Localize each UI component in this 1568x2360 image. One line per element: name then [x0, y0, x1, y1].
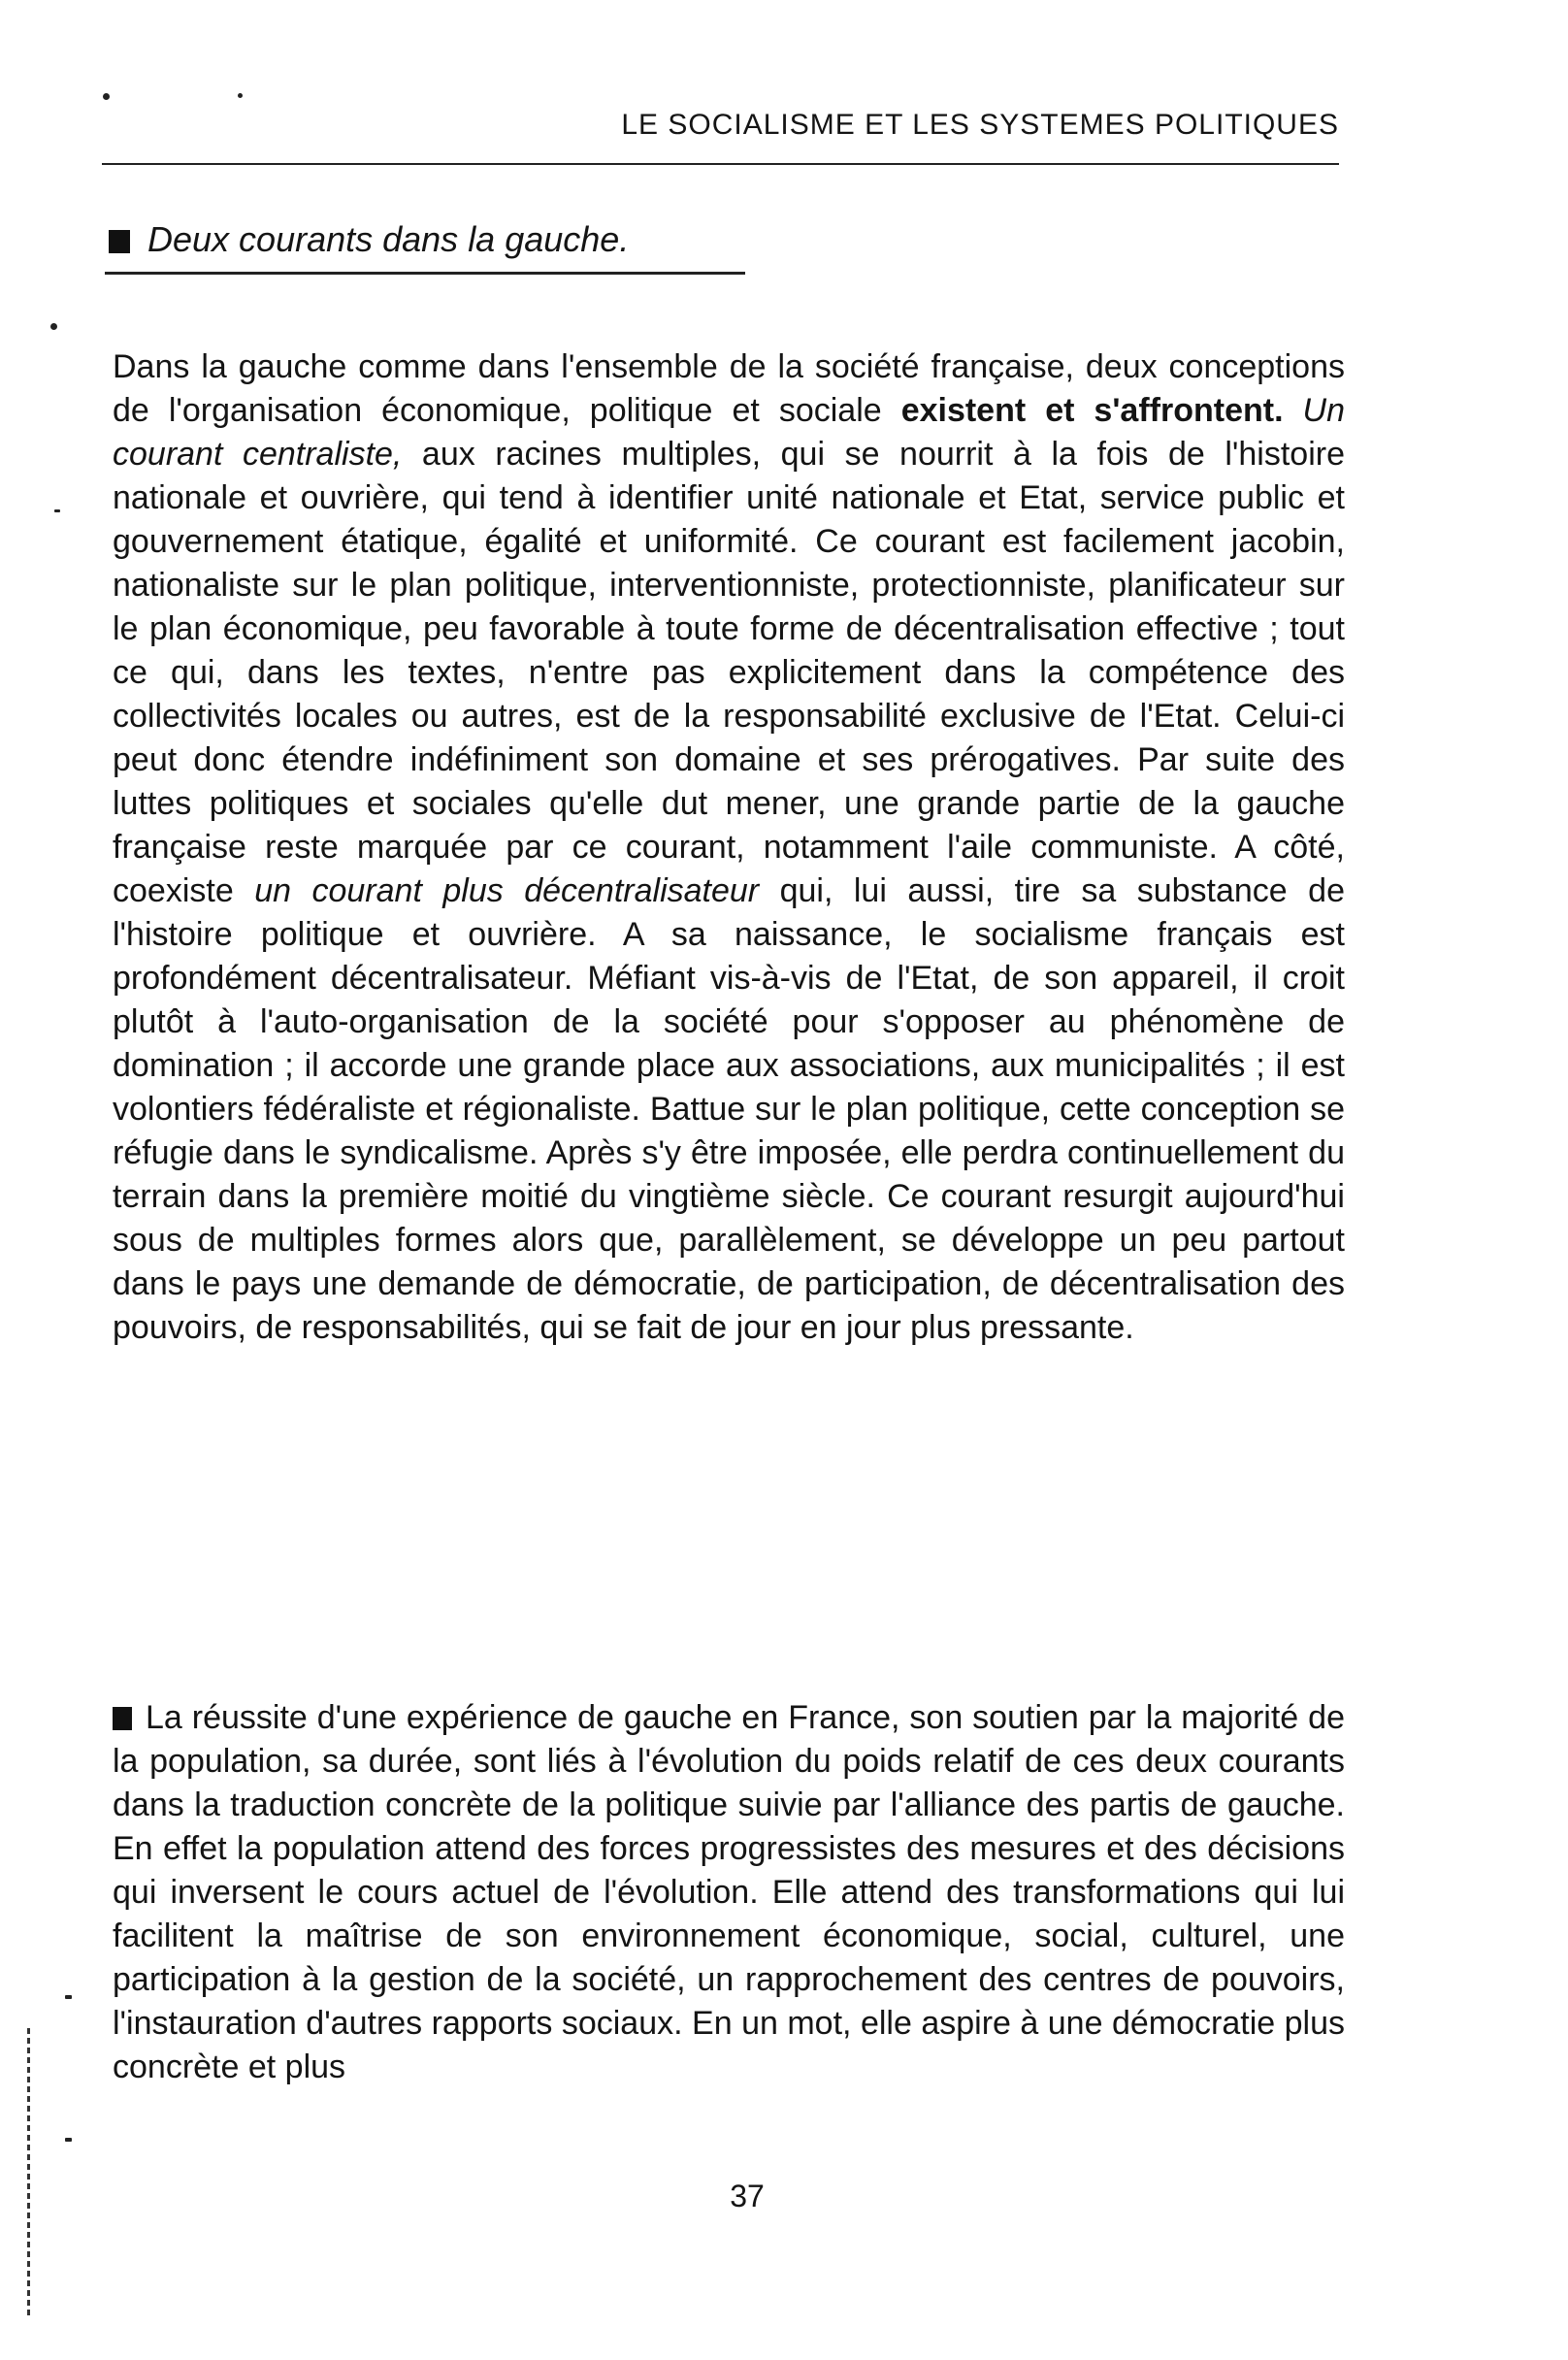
- margin-speck: [54, 509, 60, 512]
- running-header: LE SOCIALISME ET LES SYSTEMES POLITIQUES: [621, 109, 1339, 141]
- paragraph-1-italic-centraliste: Un courant centraliste,: [113, 392, 1345, 473]
- paragraph-1-text-b: [1284, 392, 1303, 429]
- binding-mark: [27, 2028, 30, 2319]
- paragraph-2: [113, 1696, 1345, 2089]
- paragraph-2-text: La réussite d'une expérience de gauche en France, son soutien par la majorité de la population, sa durée, sont liés à l'évolution du poids relatif de ces deux courants dans la traduction concrète de la politique suivie par l'alliance des partis de gauche. En effet la population attend des forces progressistes des mesures et des décisions qui inversent le cours actuel de l'évolution. Elle attend des transformations qui lui facilitent la maîtrise de son environnement économique, social, culturel, une participation à la gestion de la société, un rapprochement des centres de pouvoirs, l'instauration d'autres rapports sociaux. En un mot, elle aspire à une démocratie plus concrète et plus: [113, 1699, 1345, 2085]
- margin-speck: [103, 93, 110, 100]
- paragraph-1: [113, 345, 1345, 1350]
- square-bullet-icon: [109, 230, 130, 253]
- paragraph-1-text-c: aux racines multiples, qui se nourrit à la fois de l'histoire nationale et ouvrière, qui tend à identifier unité nationale et Etat, service public et gouvernement étatique, égalité et uniformité. Ce courant est facilement jacobin, nationaliste sur le plan politique, interventionniste, protectionniste, planificateur sur le plan économique, peu favorable à toute forme de décentralisation effective ; tout ce qui, dans les textes, n'entre pas explicitement dans la compétence des collectivités locales ou autres, est de la responsabilité exclusive de l'Etat. Celui-ci peut donc étendre indéfiniment son domaine et ses prérogatives. Par suite des luttes politiques et sociales qu'elle dut mener, une grande partie de la gauche française reste marquée par ce courant, notamment l'aile communiste. A côté, coexiste: [113, 436, 1345, 909]
- paragraph-1-text-d: qui, lui aussi, tire sa substance de l'histoire politique et ouvrière. A sa naissance, le socialisme français est profondément décentralisateur. Méfiant vis-à-vis de l'Etat, de son appareil, il croit plutôt à l'auto-organisation de la société pour s'opposer au phénomène de domination ; il accorde une grande place aux associations, aux municipalités ; il est volontiers fédéraliste et régionaliste. Battue sur le plan politique, cette conception se réfugie dans le syndicalisme. Après s'y être imposée, elle perdra continuellement du terrain dans la première moitié du vingtième siècle. Ce courant resurgit aujourd'hui sous de multiples formes alors que, parallèlement, se développe un peu partout dans le pays une demande de démocratie, de participation, de décentralisation des pouvoirs, de responsabilités, qui se fait de jour en jour plus pressante.: [113, 872, 1345, 1346]
- section-heading: [109, 219, 629, 260]
- heading-rule: [105, 272, 745, 275]
- header-rule: [102, 163, 1339, 165]
- section-heading-text: Deux courants dans la gauche.: [147, 219, 630, 259]
- paragraph-1-italic-decentralisateur: un courant plus décentralisateur: [254, 872, 760, 909]
- margin-speck: [50, 323, 57, 330]
- paragraph-1-text-a: Dans la gauche comme dans l'ensemble de la société française, deux conceptions de l'organisation économique, politique et sociale: [113, 348, 1345, 429]
- margin-speck: [65, 2138, 72, 2142]
- paragraph-1-bold: existent et s'affrontent.: [900, 392, 1284, 429]
- margin-speck: [238, 93, 243, 98]
- margin-speck: [65, 1995, 72, 1999]
- square-bullet-icon: [113, 1707, 132, 1730]
- page-number: 37: [730, 2179, 765, 2213]
